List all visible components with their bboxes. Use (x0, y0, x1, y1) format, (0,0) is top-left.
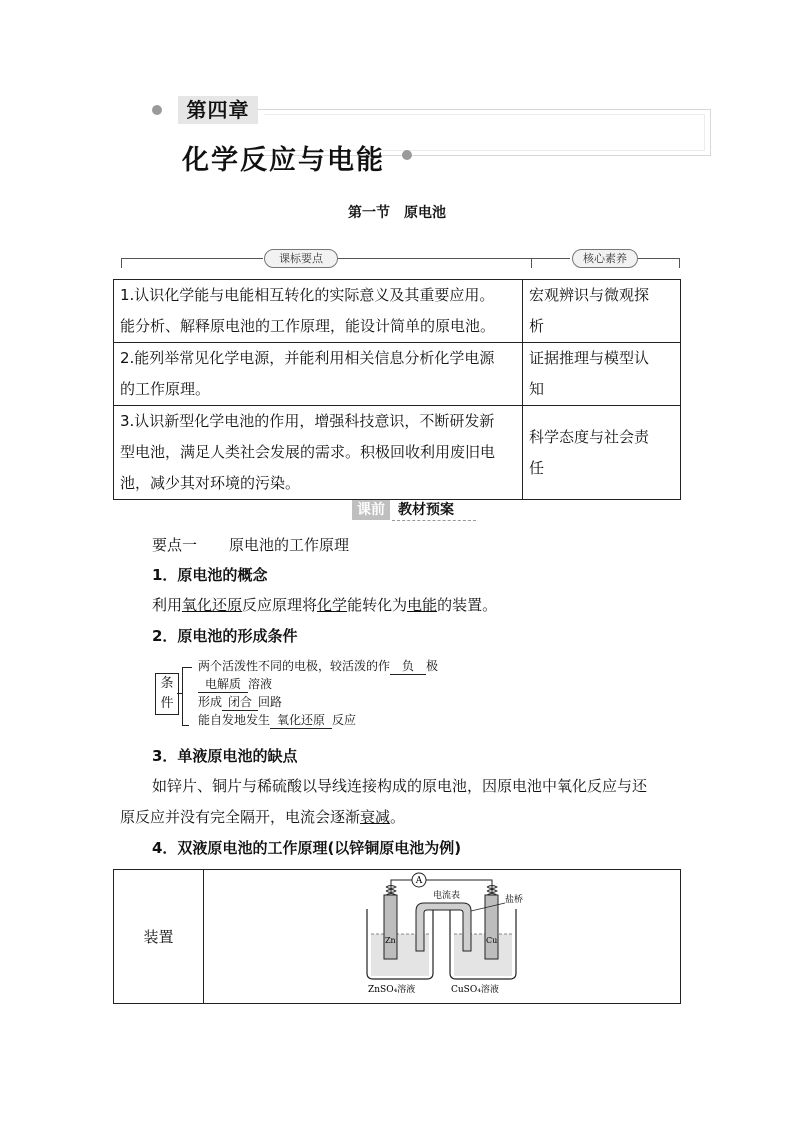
table-row (114, 343, 681, 406)
zn-electrode (384, 895, 397, 959)
item1-text-part: 反应原理将 (242, 596, 318, 614)
condition-answer: 氧化还原 (270, 712, 332, 729)
condition-answer: 电解质 (198, 676, 248, 693)
item1-text-part: 的装置。 (437, 596, 498, 614)
preview-tag: 课前 (352, 500, 390, 520)
header-tick-right (679, 258, 680, 268)
item1-answer-chemical: 化学 (317, 596, 348, 614)
galvanic-cell-diagram (205, 871, 679, 1002)
condition-text: 极 (426, 659, 439, 673)
goals-table (113, 279, 681, 500)
preview-underline (392, 520, 476, 521)
left-solution-label: ZnSO₄溶液 (368, 985, 416, 995)
literacy-cell (523, 343, 681, 406)
header-rule-left (121, 258, 263, 259)
header-pill-requirements: 课标要点 (264, 249, 338, 268)
item3-text: 。 (390, 808, 406, 826)
point1-heading (152, 533, 349, 557)
condition-text: 形成 (198, 695, 223, 709)
table-row (114, 280, 681, 343)
condition-text: 回路 (258, 695, 283, 709)
item1-text (152, 593, 497, 617)
header-tick-left (121, 258, 122, 268)
device-diagram-cell (204, 870, 681, 1004)
salt-bridge (416, 903, 471, 951)
header-rule-mid (338, 258, 570, 259)
point1-title: 原电池的工作原理 (229, 536, 350, 554)
condition-item (188, 658, 438, 675)
requirement-cell (114, 280, 523, 343)
item1-answer-electric: 电能 (407, 596, 438, 614)
item1-text-part: 能转化为 (347, 596, 408, 614)
requirement-cell (114, 343, 523, 406)
conditions-label-box (155, 673, 179, 715)
literacy-line: 知 (529, 380, 545, 398)
condition-item (188, 712, 356, 729)
right-solution-label: CuSO₄溶液 (451, 985, 499, 995)
requirement-line: 型电池，满足人类社会发展的需求。积极回收利用废旧电 (120, 443, 496, 461)
header-pill-literacy: 核心素养 (572, 249, 638, 268)
item4-heading: 4．双液原电池的工作原理(以锌铜原电池为例) (152, 839, 462, 857)
chapter-number: 第四章 (178, 96, 258, 124)
bullet-dot-left-icon (152, 105, 162, 115)
literacy-line: 科学态度与社会责 (529, 427, 650, 446)
item3-heading: 3．单液原电池的缺点 (152, 747, 298, 765)
item1-heading: 1．原电池的概念 (152, 566, 268, 584)
bullet-dot-right-icon (402, 150, 412, 160)
item1-text-part: 利用 (152, 596, 183, 614)
item3-answer: 衰减 (360, 808, 391, 826)
literacy-cell (523, 280, 681, 343)
header-rule-right (638, 258, 680, 259)
condition-item (188, 694, 282, 711)
table-row (114, 870, 681, 1004)
literacy-cell (523, 406, 681, 500)
ammeter-symbol: A (415, 876, 423, 886)
preview-title: 教材预案 (398, 502, 454, 518)
item3-text: 原反应并没有完全隔开，电流会逐渐 (120, 808, 361, 826)
cu-label: Cu (486, 936, 498, 945)
zn-label: Zn (385, 936, 396, 945)
chapter-title: 化学反应与电能 (182, 145, 385, 176)
literacy-line: 证据推理与模型认 (529, 349, 650, 367)
requirement-line: 3.认识新型化学电池的作用，增强科技意识，不断研发新 (120, 412, 495, 430)
header-tick-mid (531, 258, 532, 268)
device-table (113, 869, 681, 1004)
conditions-label-char: 件 (160, 696, 174, 711)
condition-item (188, 676, 272, 693)
item3-line2 (120, 805, 405, 829)
device-row-label: 装置 (114, 870, 204, 1004)
section-title: 第一节 原电池 (348, 205, 446, 221)
condition-text: 两个活泼性不同的电极，较活泼的作 (198, 659, 391, 673)
condition-text: 能自发地发生 (198, 713, 271, 727)
condition-text: 反应 (332, 713, 357, 727)
salt-bridge-label: 盐桥 (505, 895, 524, 905)
condition-text (188, 677, 198, 691)
table-row (114, 406, 681, 500)
cu-electrode (485, 895, 498, 959)
requirement-line: 2.能列举常见化学电源，并能利用相关信息分析化学电源 (120, 349, 495, 367)
item3-line1: 如锌片、铜片与稀硫酸以导线连接构成的原电池，因原电池中氧化反应与还 (152, 777, 648, 795)
condition-text: 溶液 (248, 677, 273, 691)
item2-heading: 2．原电池的形成条件 (152, 627, 298, 645)
literacy-line: 析 (529, 317, 545, 335)
item1-answer-redox: 氧化还原 (182, 596, 243, 614)
literacy-line: 任 (529, 458, 545, 477)
condition-answer: 负 (390, 658, 426, 675)
requirement-line: 池，减少其对环境的污染。 (120, 474, 301, 492)
requirement-cell (114, 406, 523, 500)
conditions-label-char: 条 (160, 676, 174, 691)
requirement-line: 1.认识化学能与电能相互转化的实际意义及其重要应用。 (120, 286, 495, 304)
requirement-line: 能分析、解释原电池的工作原理，能设计简单的原电池。 (120, 317, 496, 335)
ammeter-label: 电流表 (433, 891, 461, 901)
literacy-line: 宏观辨识与微观探 (529, 286, 650, 304)
requirement-line: 的工作原理。 (120, 380, 211, 398)
point1-label: 要点一 (152, 536, 198, 554)
condition-answer: 闭合 (222, 694, 258, 711)
